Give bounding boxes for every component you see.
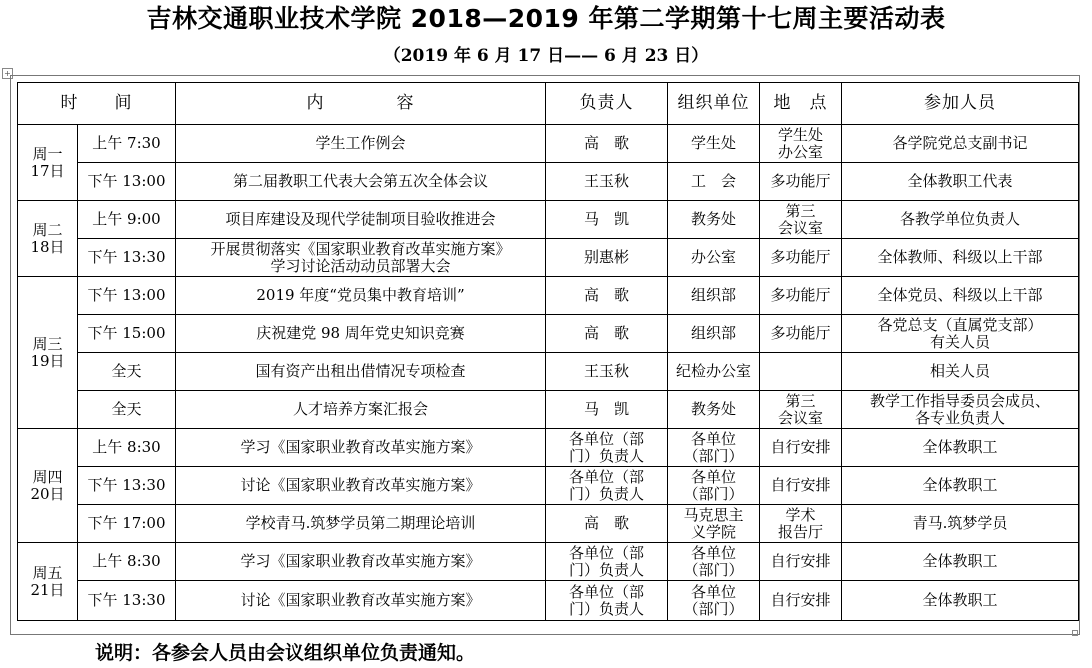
owner-cell: 高 歌 (546, 505, 668, 543)
time-cell: 下午 13:30 (78, 467, 176, 505)
header-row (18, 83, 1079, 125)
attendees-cell: 全体教职工代表 (842, 163, 1079, 201)
place-cell: 第三 会议室 (760, 201, 842, 239)
activity-schedule-table (17, 82, 1079, 621)
attendees-cell: 相关人员 (842, 353, 1079, 391)
place-cell: 自行安排 (760, 543, 842, 581)
org-cell: 工 会 (668, 163, 760, 201)
owner-cell: 别惠彬 (546, 239, 668, 277)
time-cell: 上午 8:30 (78, 543, 176, 581)
place-cell: 自行安排 (760, 581, 842, 621)
place-cell: 学生处 办公室 (760, 125, 842, 163)
header-org: 组织单位 (668, 83, 760, 125)
org-cell: 纪检办公室 (668, 353, 760, 391)
place-cell: 自行安排 (760, 467, 842, 505)
org-cell: 教务处 (668, 201, 760, 239)
day-cell: 周二 18日 (18, 201, 78, 277)
content-cell: 第二届教职工代表大会第五次全体会议 (176, 163, 546, 201)
content-cell: 国有资产出租出借情况专项检查 (176, 353, 546, 391)
owner-cell: 各单位（部 门）负责人 (546, 581, 668, 621)
org-cell: 教务处 (668, 391, 760, 429)
owner-cell: 王玉秋 (546, 353, 668, 391)
content-cell: 庆祝建党 98 周年党史知识竞赛 (176, 315, 546, 353)
owner-cell: 高 歌 (546, 125, 668, 163)
content-cell: 学生工作例会 (176, 125, 546, 163)
content-cell: 讨论《国家职业教育改革实施方案》 (176, 581, 546, 621)
table-resize-handle-icon[interactable] (1072, 630, 1078, 636)
table-row (18, 125, 1079, 163)
table-row (18, 277, 1079, 315)
time-cell: 上午 9:00 (78, 201, 176, 239)
attendees-cell: 各教学单位负责人 (842, 201, 1079, 239)
time-cell: 下午 17:00 (78, 505, 176, 543)
place-cell: 多功能厅 (760, 163, 842, 201)
footnote: 说明：各参会人员由会议组织单位负责通知。 (95, 642, 476, 664)
time-cell: 下午 13:00 (78, 163, 176, 201)
place-cell: 多功能厅 (760, 277, 842, 315)
day-cell: 周四 20日 (18, 429, 78, 543)
table-move-handle-icon[interactable]: + (2, 68, 13, 79)
table-row (18, 581, 1079, 621)
header-place: 地 点 (760, 83, 842, 125)
org-cell: 马克思主 义学院 (668, 505, 760, 543)
table-row (18, 543, 1079, 581)
owner-cell: 马 凯 (546, 391, 668, 429)
attendees-cell: 全体教职工 (842, 467, 1079, 505)
time-cell: 下午 15:00 (78, 315, 176, 353)
time-cell: 下午 13:00 (78, 277, 176, 315)
table-row (18, 353, 1079, 391)
place-cell: 自行安排 (760, 429, 842, 467)
org-cell: 学生处 (668, 125, 760, 163)
table-row (18, 163, 1079, 201)
date-range-subtitle: （2019 年 6 月 17 日—— 6 月 23 日） (383, 46, 709, 66)
org-cell: 办公室 (668, 239, 760, 277)
owner-cell: 各单位（部 门）负责人 (546, 543, 668, 581)
org-cell: 组织部 (668, 315, 760, 353)
attendees-cell: 全体党员、科级以上干部 (842, 277, 1079, 315)
header-attendees: 参加人员 (842, 83, 1079, 125)
owner-cell: 各单位（部 门）负责人 (546, 467, 668, 505)
attendees-cell: 教学工作指导委员会成员、 各专业负责人 (842, 391, 1079, 429)
table-row (18, 391, 1079, 429)
time-cell: 全天 (78, 391, 176, 429)
time-cell: 上午 8:30 (78, 429, 176, 467)
owner-cell: 高 歌 (546, 277, 668, 315)
content-cell: 人才培养方案汇报会 (176, 391, 546, 429)
place-cell: 学术 报告厅 (760, 505, 842, 543)
time-cell: 上午 7:30 (78, 125, 176, 163)
attendees-cell: 全体教职工 (842, 429, 1079, 467)
table-row (18, 505, 1079, 543)
content-cell: 项目库建设及现代学徒制项目验收推进会 (176, 201, 546, 239)
org-cell: 组织部 (668, 277, 760, 315)
org-cell: 各单位 （部门） (668, 429, 760, 467)
owner-cell: 王玉秋 (546, 163, 668, 201)
attendees-cell: 全体教职工 (842, 581, 1079, 621)
table-row (18, 239, 1079, 277)
table-row (18, 467, 1079, 505)
content-cell: 2019 年度“党员集中教育培训” (176, 277, 546, 315)
header-time: 时 间 (18, 83, 176, 125)
owner-cell: 马 凯 (546, 201, 668, 239)
place-cell: 第三 会议室 (760, 391, 842, 429)
org-cell: 各单位 （部门） (668, 581, 760, 621)
attendees-cell: 各学院党总支副书记 (842, 125, 1079, 163)
org-cell: 各单位 （部门） (668, 543, 760, 581)
attendees-cell: 青马.筑梦学员 (842, 505, 1079, 543)
content-cell: 讨论《国家职业教育改革实施方案》 (176, 467, 546, 505)
time-cell: 下午 13:30 (78, 581, 176, 621)
schedule-body (18, 125, 1079, 621)
org-cell: 各单位 （部门） (668, 467, 760, 505)
attendees-cell: 各党总支（直属党支部） 有关人员 (842, 315, 1079, 353)
header-owner: 负责人 (546, 83, 668, 125)
content-cell: 学习《国家职业教育改革实施方案》 (176, 429, 546, 467)
table-row (18, 201, 1079, 239)
content-cell: 学校青马.筑梦学员第二期理论培训 (176, 505, 546, 543)
time-cell: 下午 13:30 (78, 239, 176, 277)
day-cell: 周三 19日 (18, 277, 78, 429)
page-title: 吉林交通职业技术学院 2018—2019 年第二学期第十七周主要活动表 (146, 4, 946, 33)
table-row (18, 429, 1079, 467)
owner-cell: 各单位（部 门）负责人 (546, 429, 668, 467)
attendees-cell: 全体教职工 (842, 543, 1079, 581)
place-cell: 多功能厅 (760, 315, 842, 353)
time-cell: 全天 (78, 353, 176, 391)
header-content: 内 容 (176, 83, 546, 125)
table-row (18, 315, 1079, 353)
place-cell: 多功能厅 (760, 239, 842, 277)
owner-cell: 高 歌 (546, 315, 668, 353)
day-cell: 周五 21日 (18, 543, 78, 621)
content-cell: 开展贯彻落实《国家职业教育改革实施方案》 学习讨论活动动员部署大会 (176, 239, 546, 277)
attendees-cell: 全体教师、科级以上干部 (842, 239, 1079, 277)
content-cell: 学习《国家职业教育改革实施方案》 (176, 543, 546, 581)
place-cell (760, 353, 842, 391)
day-cell: 周一 17日 (18, 125, 78, 201)
